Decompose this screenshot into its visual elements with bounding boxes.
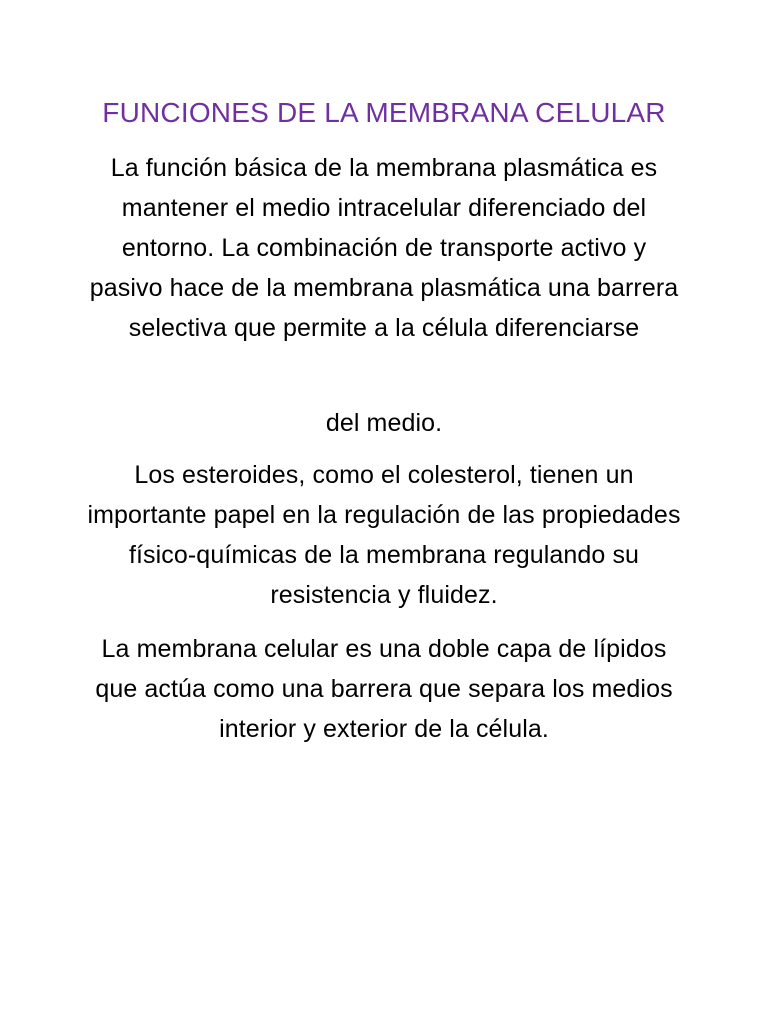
paragraph-lipid-bilayer: La membrana celular es una doble capa de lípidos que actúa como una barrera que separa los medios interior y exterior de la célula.	[95, 635, 673, 743]
paragraph-continuation: del medio.	[325, 409, 443, 437]
document-title: FUNCIONES DE LA MEMBRANA CELULAR	[102, 97, 666, 128]
paragraph-membrane-function: La función básica de la membrana plasmática es mantener el medio intracelular diferenciado del entorno. La combinación de transporte activo y pasivo hace de la membrana plasmática una barrera selectiva que permite a la célula diferenciarse	[89, 154, 679, 342]
paragraph-steroids: Los esteroides, como el colesterol, tienen un importante papel en la regulación de las propiedades físico-químicas de la membrana regulando su resistencia y fluidez.	[87, 461, 681, 609]
